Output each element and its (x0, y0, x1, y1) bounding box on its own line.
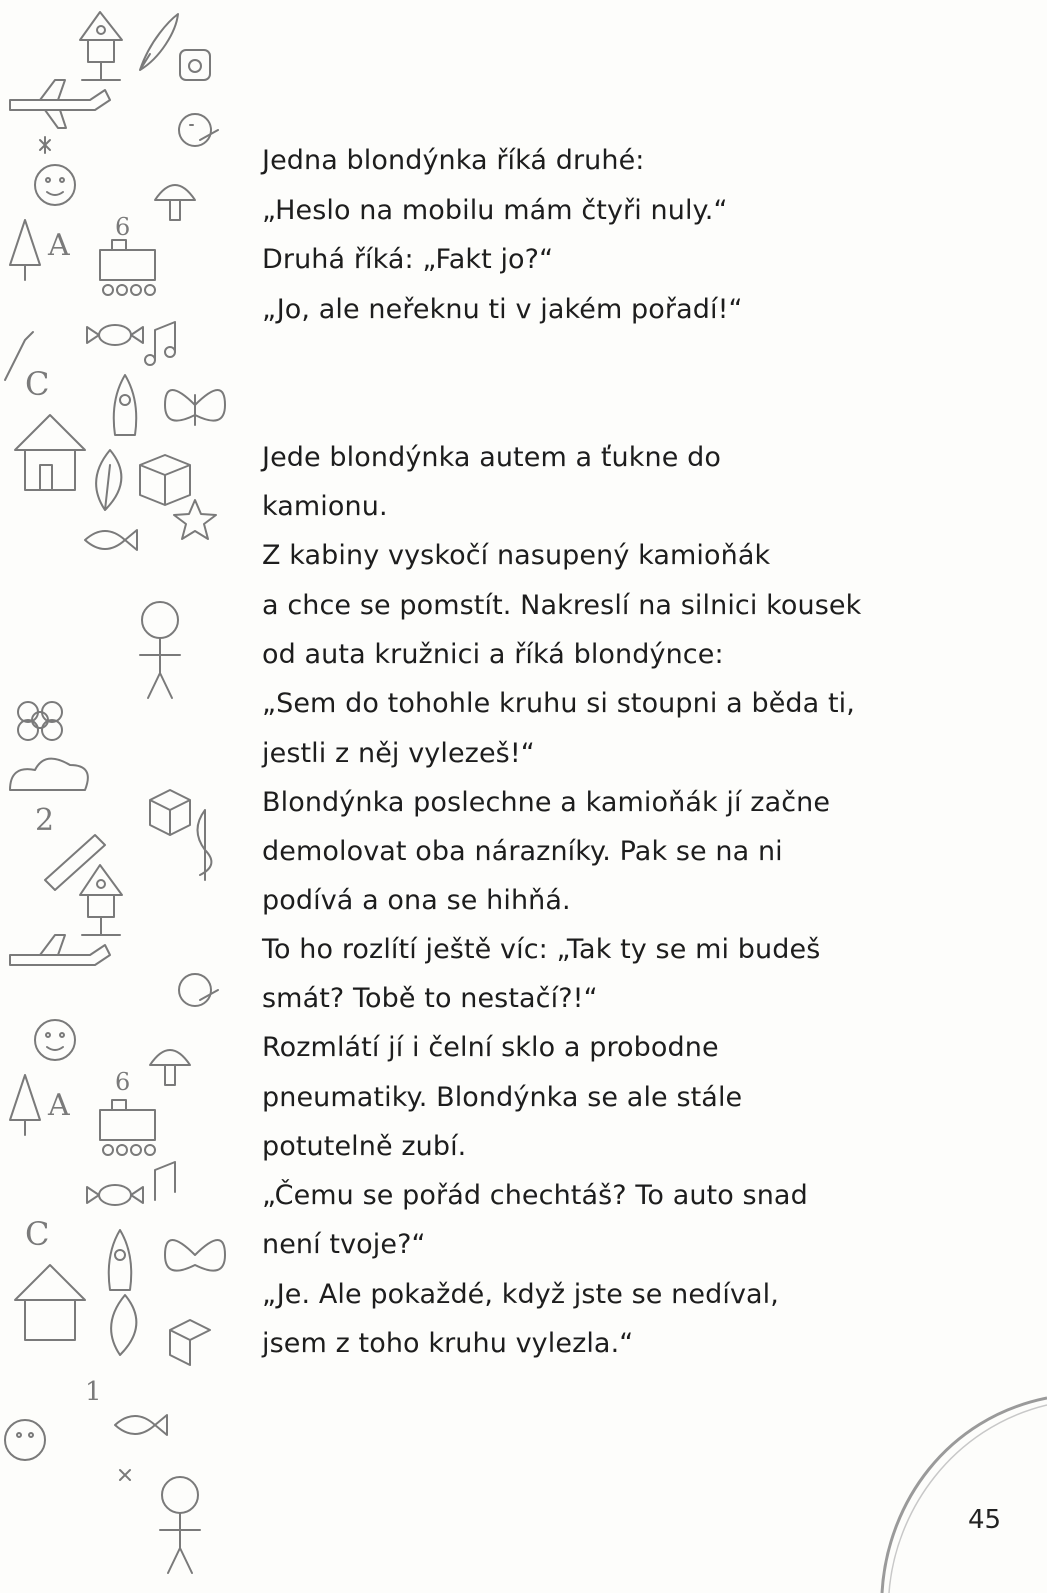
text-line: „Heslo na mobilu mám čtyři nuly.“ (262, 195, 728, 226)
text-line: od auta kružnici a říká blondýnce: (262, 639, 724, 670)
boy-icon (160, 1477, 200, 1573)
star-icon (174, 500, 216, 539)
leaf-icon (111, 1295, 136, 1355)
text-line: podívá a ona se hihňá. (262, 885, 571, 916)
bird-icon (179, 114, 218, 146)
mushroom-icon (150, 1050, 190, 1085)
cube-icon (140, 455, 190, 505)
text-line: Jede blondýnka autem a ťukne do (262, 442, 721, 473)
telephone-icon (180, 50, 210, 80)
tree-icon (10, 220, 40, 280)
svg-text:2: 2 (35, 803, 55, 838)
airplane-icon (10, 935, 110, 965)
smiley-icon (35, 1020, 75, 1060)
svg-text:6: 6 (115, 213, 131, 241)
text-line: smát? Tobě to nestačí?!“ (262, 983, 598, 1014)
house-icon (15, 415, 85, 490)
text-line: jsem z toho kruhu vylezla.“ (262, 1328, 634, 1359)
music-note-icon (155, 1162, 175, 1200)
fish-icon (115, 1415, 167, 1435)
rocket-icon (109, 1230, 132, 1290)
text-line: „Čemu se pořád chechtáš? To auto snad (262, 1180, 808, 1211)
cube-icon (170, 1320, 210, 1365)
smiley-icon (5, 1420, 45, 1460)
tree-icon (10, 1075, 40, 1135)
rocket-icon (114, 375, 137, 435)
boy-icon (140, 602, 180, 698)
text-line: „Jo, ale neřeknu ti v jakém pořadí!“ (262, 294, 743, 325)
treble-clef-icon (198, 810, 212, 880)
text-line: Blondýnka poslechne a kamioňák jí začne (262, 787, 831, 818)
doodle-border (0, 0, 235, 1593)
text-line: Druhá říká: „Fakt jo?“ (262, 244, 554, 275)
candy-icon (87, 1185, 143, 1205)
music-note-icon (145, 322, 175, 365)
butterfly-icon (165, 1240, 225, 1271)
train-icon (100, 1100, 155, 1155)
text-line: demolovat oba nárazníky. Pak se na ni (262, 836, 783, 867)
candy-icon (87, 325, 143, 345)
svg-text:1: 1 (85, 1377, 102, 1407)
fish-icon (85, 530, 137, 550)
feather-icon (140, 14, 178, 70)
text-line: pneumatiky. Blondýnka se ale stále (262, 1082, 743, 1113)
smiley-icon (35, 165, 75, 205)
flower-icon (18, 702, 62, 740)
train-icon (100, 240, 155, 295)
cloud-icon (10, 759, 88, 790)
pencil-icon (45, 835, 105, 890)
text-line: jestli z něj vylezeš!“ (262, 738, 535, 769)
bird-icon (179, 974, 218, 1006)
cube-icon (150, 790, 190, 835)
text-line: Jedna blondýnka říká druhé: (262, 145, 645, 176)
text-line: kamionu. (262, 491, 388, 522)
page-number: 45 (968, 1505, 1002, 1535)
text-line: a chce se pomstít. Nakreslí na silnici kousek (262, 590, 862, 621)
svg-text:6: 6 (115, 1068, 131, 1096)
text-line: není tvoje?“ (262, 1229, 426, 1260)
birdhouse-icon (80, 12, 122, 80)
text-line: Rozmlátí jí i čelní sklo a probodne (262, 1032, 719, 1063)
mushroom-icon (155, 185, 195, 220)
asterisk-icon (120, 1470, 130, 1480)
page-corner-arc (877, 1393, 1047, 1593)
svg-text:C: C (25, 1215, 50, 1253)
text-line: Z kabiny vyskočí nasupený kamioňák (262, 540, 771, 571)
house-icon (15, 1265, 85, 1340)
text-line: potutelně zubí. (262, 1131, 467, 1162)
svg-text:C: C (25, 365, 50, 403)
asterisk-icon (40, 137, 50, 153)
text-line: „Je. Ale pokaždé, když jste se nedíval, (262, 1279, 779, 1310)
text-line: To ho rozlítí ještě víc: „Tak ty se mi budeš (262, 934, 821, 965)
leaf-icon (96, 450, 121, 510)
svg-text:A: A (48, 228, 70, 263)
text-line: „Sem do tohohle kruhu si stoupni a běda ti, (262, 688, 855, 719)
airplane-icon (10, 80, 110, 128)
birdhouse-icon (80, 865, 122, 935)
butterfly-icon (165, 390, 225, 425)
svg-text:A: A (48, 1088, 70, 1123)
